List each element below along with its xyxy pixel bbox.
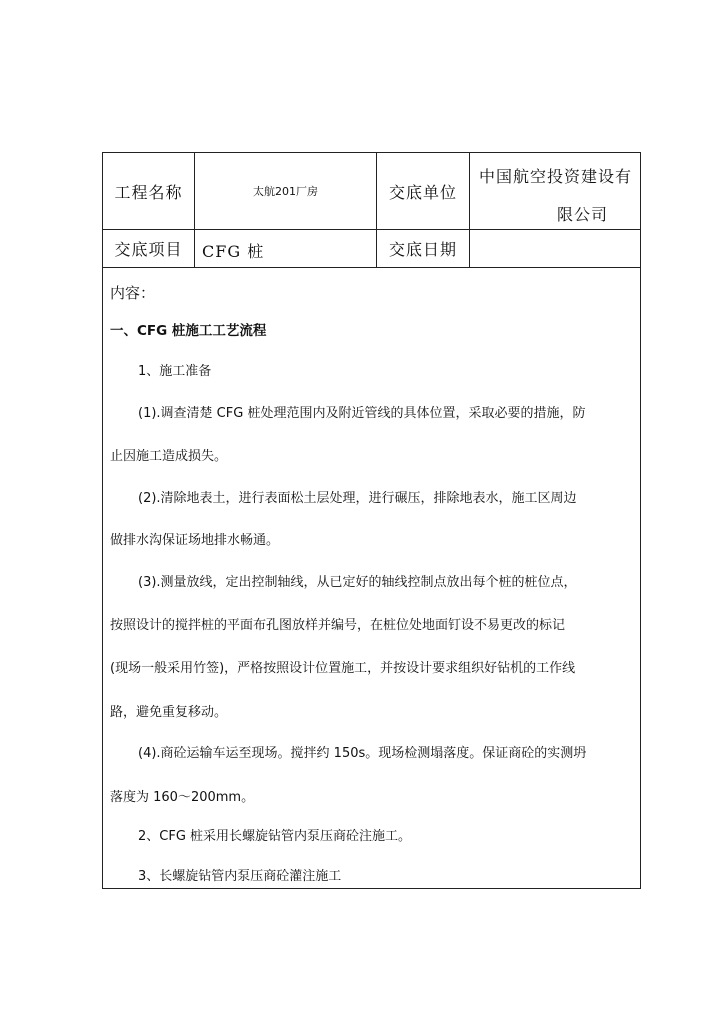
row-divider-2	[103, 267, 640, 268]
p1-line2: 止因施工造成损失。	[110, 449, 228, 464]
step1: 1、施工准备	[138, 364, 212, 379]
content-heading: 内容：	[110, 284, 156, 302]
p2-line1: (2).清除地表土，进行表面松土层处理，进行碾压，排除地表水，施工区周边	[138, 491, 577, 506]
p3-line3: (现场一般采用竹签)，严格按照设计位置施工，并按设计要求组织好钻机的工作线	[110, 661, 576, 676]
item-value: CFG 桩	[202, 242, 265, 261]
unit-label: 交底单位	[388, 182, 457, 202]
step2: 2、CFG 桩采用长螺旋钻管内泵压商砼注施工。	[138, 829, 412, 844]
disclosure-table	[102, 152, 641, 889]
p3-line2: 按照设计的搅拌桩的平面布孔图放样并编号，在桩位处地面钉设不易更改的标记	[110, 618, 566, 633]
date-value	[470, 230, 641, 267]
p4-line2: 落度为 160～200mm。	[110, 790, 255, 805]
project-name-label: 工程名称	[114, 182, 183, 202]
unit-value-line1: 中国航空投资建设有	[478, 167, 632, 186]
p1-line1: (1).调查清楚 CFG 桩处理范围内及附近管线的具体位置，采取必要的措施，防	[138, 406, 586, 421]
p3-line1: (3).测量放线，定出控制轴线，从已定好的轴线控制点放出每个桩的桩位点，	[138, 575, 577, 590]
p2-line2: 做排水沟保证场地排水畅通。	[110, 533, 280, 548]
p4-line1: (4).商砼运输车运至现场。搅拌约 150s。现场检测塌落度。保证商砼的实测坍	[138, 746, 587, 761]
item-label: 交底项目	[114, 240, 183, 259]
project-name-value: 太航201厂房	[253, 185, 318, 198]
section1-title: 一、CFG 桩施工工艺流程	[110, 323, 267, 339]
unit-value	[470, 153, 641, 229]
step3: 3、长螺旋钻管内泵压商砼灌注施工	[138, 869, 342, 884]
p3-line4: 路，避免重复移动。	[110, 705, 228, 720]
unit-value-line2: 限公司	[556, 205, 608, 224]
date-label: 交底日期	[388, 240, 457, 259]
